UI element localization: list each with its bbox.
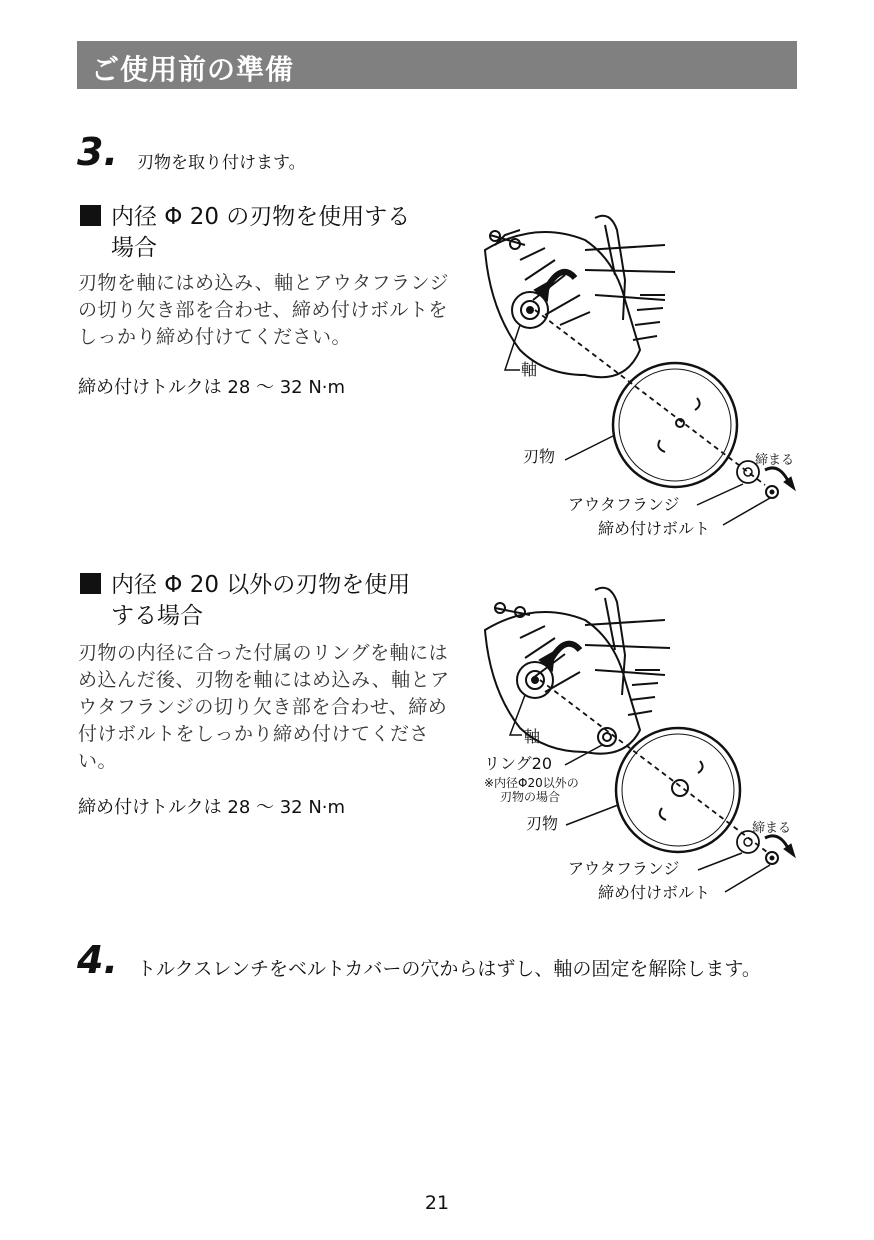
section-2-torque: 締め付けトルクは 28 ～ 32 N·m — [78, 797, 346, 818]
blade-install-figure-2 — [470, 580, 805, 905]
section-header-bar — [77, 41, 797, 89]
label-ring: リング20 — [484, 754, 553, 773]
label-tighten: 締まる — [755, 453, 795, 468]
label-outer-flange: アウタフランジ — [568, 495, 680, 514]
section-2-body: 刃物の内径に合った付属のリングを軸にはめ込んだ後、刃物を軸にはめ込み、軸とアウタフランジの切り欠き部を合わせ、締め付けボルトをしっかり締め付けてください。 — [78, 642, 450, 772]
label-bolt: 締め付けボルト — [598, 883, 711, 902]
label-tighten: 締まる — [752, 821, 792, 836]
label-ring-note-line1: ※内径Φ20以外の — [484, 776, 579, 790]
label-ring-note-line2: 刃物の場合 — [500, 790, 561, 804]
square-bullet-icon — [80, 573, 101, 594]
section-1-torque: 締め付けトルクは 28 ～ 32 N·m — [78, 377, 346, 398]
step-3-text: 刃物を取り付けます。 — [137, 153, 306, 173]
section-1-title: 内径 Φ 20 の刃物を使用する 場合 — [80, 202, 460, 264]
section-1-body: 刃物を軸にはめ込み、軸とアウタフランジの切り欠き部を合わせ、締め付けボルトをしっかり締め付けてください。 — [78, 272, 449, 348]
square-bullet-icon — [80, 205, 101, 226]
step-4-text: トルクスレンチをベルトカバーの穴からはずし、軸の固定を解除します。 — [137, 958, 761, 980]
step-3-number: 3. — [77, 130, 118, 174]
label-shaft: 軸 — [521, 360, 538, 379]
label-shaft: 軸 — [524, 727, 541, 746]
label-outer-flange: アウタフランジ — [568, 859, 680, 878]
section-2-title: 内径 Φ 20 以外の刃物を使用 する場合 — [80, 570, 460, 632]
page-number: 21 — [424, 1192, 450, 1214]
page-title: ご使用前の準備 — [91, 53, 295, 86]
label-blade: 刃物 — [523, 447, 556, 466]
label-blade: 刃物 — [526, 814, 559, 833]
step-4-number: 4. — [77, 938, 118, 982]
blade-install-figure-1 — [465, 200, 805, 545]
label-bolt: 締め付けボルト — [598, 519, 711, 538]
